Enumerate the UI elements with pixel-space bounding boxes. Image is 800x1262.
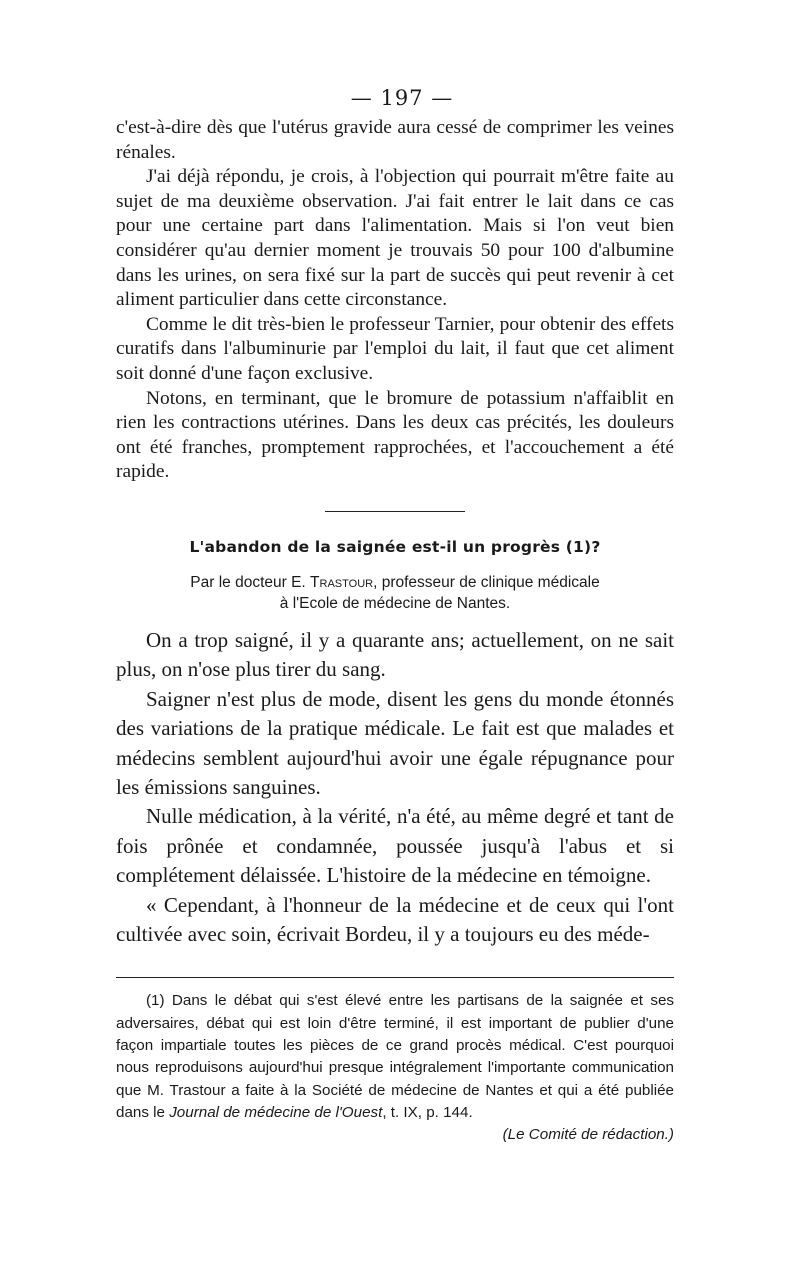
paragraph-objection: J'ai déjà répondu, je crois, à l'objection qui pourrait m'être faite au sujet de ma deuxième observation. J'ai fait entrer le lait dans ce cas pour une certaine part dans l'alimentation. Mais si l'on veut bien considérer qu'au dernier moment je trouvais 50 pour 100 d'albumine dans les urines, on sera fixé sur la part de succès qui peut revenir à cet aliment particulier dans cette circonstance.: [116, 166, 674, 311]
footnote-credit: (Le Comité de rédaction.): [502, 1126, 674, 1144]
article-paragraph: On a trop saigné, il y a quarante ans; actuellement, on ne sait plus, on n'ose plus tirer du sang.: [116, 627, 674, 682]
footnote-divider: [116, 977, 674, 978]
footnote-journal-title: Journal de médecine de l'Ouest: [169, 1103, 383, 1121]
article-paragraph: Nulle médication, à la vérité, n'a été, au même degré et tant de fois prônée et condamnée, poussée jusqu'à l'abus et si complétement délaissée. L'histoire de la médecine en témoigne.: [116, 804, 674, 888]
byline-line2: à l'Ecole de médecine de Nantes.: [279, 594, 511, 612]
page-number: — 197 —: [350, 86, 454, 110]
article-title: L'abandon de la saignée est-il un progrès (1)?: [189, 537, 601, 556]
article-paragraph: Saigner n'est plus de mode, disent les gens du monde étonnés des variations de la pratique médicale. Le fait est que malades et médecins semblent aujourd'hui avoir une égale répugnance pour les émissions sanguines.: [116, 686, 674, 799]
article-byline: [116, 572, 674, 614]
footnote-text: (1) Dans le débat qui s'est élevé entre les partisans de la saignée et ses adversaires, débat qui est loin d'être terminé, il est important de publier d'une façon impartiale toutes les pièces de ce grand procès médical. C'est pourquoi nous reproduisons aujourd'hui presque intégralement l'importante communication que M. Trastour a faite à la Société de médecine de Nantes et qui a été publiée dans le: [116, 992, 674, 1121]
footnote: [116, 990, 674, 1144]
paragraph-continuation: c'est-à-dire dès que l'utérus gravide aura cessé de comprimer les veines rénales.: [116, 117, 674, 163]
article-paragraph: « Cependant, à l'honneur de la médecine et de ceux qui l'ont cultivée avec soin, écrivait Bordeu, il y a toujours eu des méde-: [116, 892, 674, 946]
byline-author: Trastour: [310, 573, 374, 591]
paragraph-tarnier: Comme le dit très-bien le professeur Tarnier, pour obtenir des effets curatifs dans l'albuminurie par l'emploi du lait, il faut que cet aliment soit donné d'une façon exclusive.: [116, 313, 674, 384]
footnote-reference: , t. IX, p. 144.: [382, 1103, 473, 1121]
section-divider: [325, 511, 465, 512]
byline-prefix: Par le docteur E.: [190, 573, 311, 591]
paragraph-bromure: Notons, en terminant, que le bromure de potassium n'affaiblit en rien les contractions utérines. Dans les deux cas précités, les douleurs ont été franches, promptement rapprochées, et l'accouchement a été rapide.: [116, 387, 674, 483]
byline-suffix: , professeur de clinique médicale: [373, 573, 600, 591]
document-page: [116, 86, 674, 1146]
